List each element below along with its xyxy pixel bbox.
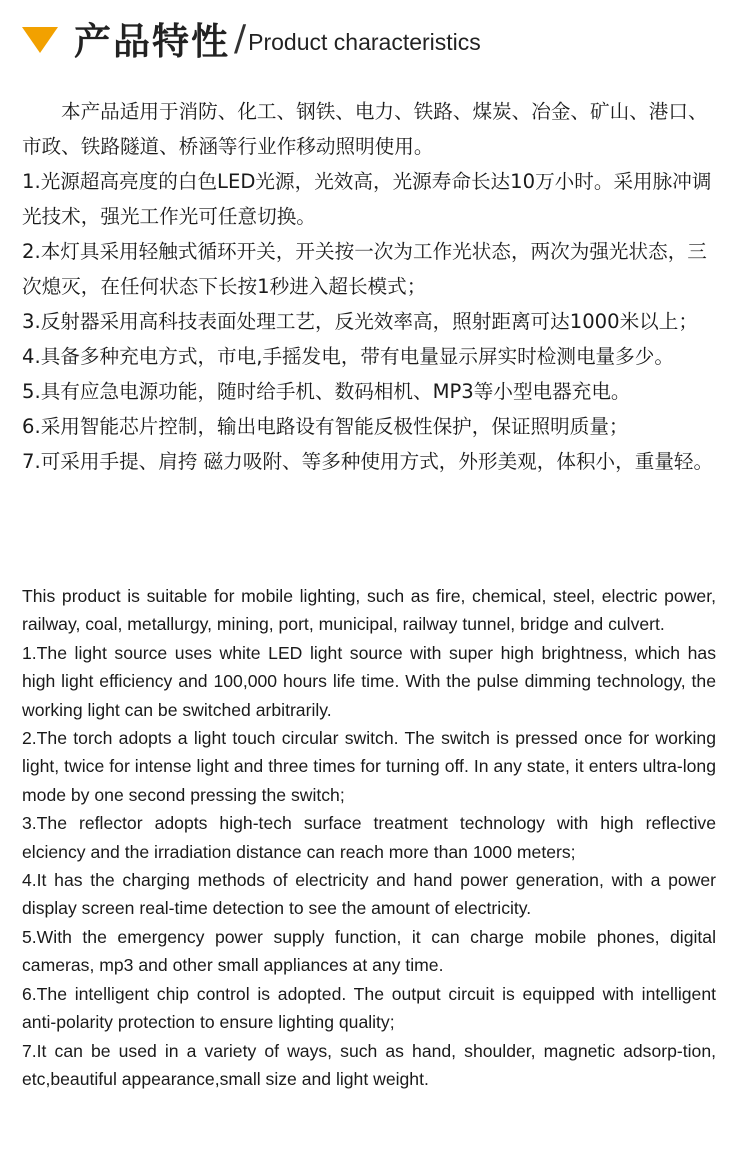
english-item-6: 6.The intelligent chip control is adopted. The output circuit is equipped with intelligent anti-polarity protection to ensure lighting quality; <box>22 983 716 1033</box>
english-item-4: 4.It has the charging methods of electricity and hand power generation, with a power display screen real-time detection to see the amount of electricity. <box>22 870 716 919</box>
triangle-down-icon <box>22 27 58 53</box>
chinese-item-6: 6.采用智能芯片控制，输出电路设有智能反极性保护，保证照明质量； <box>22 415 629 438</box>
english-item-5: 5.With the emergency power supply function, it can charge mobile phones, digital cameras, mp3 and other small appliances at any time. <box>22 926 716 976</box>
title-english: Product characteristics <box>248 28 481 55</box>
english-item-2: 2.The torch adopts a light touch circular switch. The switch is pressed once for working light, twice for intense light and three times for turning off. In any state, it enters ultra-long mode by one second pressing the switch; <box>22 728 716 805</box>
title-chinese: 产品特性 <box>74 20 230 63</box>
english-item-3: 3.The reflector adopts high-tech surface treatment technology with high reflective elciency and the irradiation distance can reach more than 1000 meters; <box>22 813 716 862</box>
english-item-7: 7.It can be used in a variety of ways, such as hand, shoulder, magnetic adsorp-tion, etc,beautiful appearance,small size and light weight. <box>22 1040 716 1089</box>
english-description <box>22 582 716 1093</box>
chinese-item-4: 4.具备多种充电方式，市电,手摇发电，带有电量显示屏实时检测电量多少。 <box>22 345 674 368</box>
section-header <box>22 14 481 62</box>
chinese-item-7: 7.可采用手提、肩挎 磁力吸附、等多种使用方式，外形美观，体积小，重量轻。 <box>22 450 714 473</box>
chinese-description <box>22 94 722 479</box>
chinese-item-5: 5.具有应急电源功能，随时给手机、数码相机、MP3等小型电器充电。 <box>22 380 631 403</box>
chinese-item-1: 1.光源超高亮度的白色LED光源，光效高，光源寿命长达10万小时。采用脉冲调光技术，强光工作光可任意切换。 <box>22 170 712 228</box>
english-item-1: 1.The light source uses white LED light source with super high brightness, which has high light efficiency and 100,000 hours life time. With the pulse dimming technology, the working light can be switched arbitrarily. <box>22 642 716 720</box>
chinese-item-2: 2.本灯具采用轻触式循环开关，开关按一次为工作光状态，两次为强光状态，三次熄灭，在任何状态下长按1秒进入超长模式； <box>22 240 707 298</box>
title-separator: / <box>234 17 247 59</box>
english-intro: This product is suitable for mobile lighting, such as fire, chemical, steel, electric power, railway, coal, metallurgy, mining, port, municipal, railway tunnel, bridge and culvert. <box>22 586 716 635</box>
chinese-item-3: 3.反射器采用高科技表面处理工艺，反光效率高，照射距离可达1000米以上； <box>22 310 698 333</box>
chinese-intro: 本产品适用于消防、化工、钢铁、电力、铁路、煤炭、冶金、矿山、港口、市政、铁路隧道、桥涵等行业作移动照明使用。 <box>22 100 708 158</box>
